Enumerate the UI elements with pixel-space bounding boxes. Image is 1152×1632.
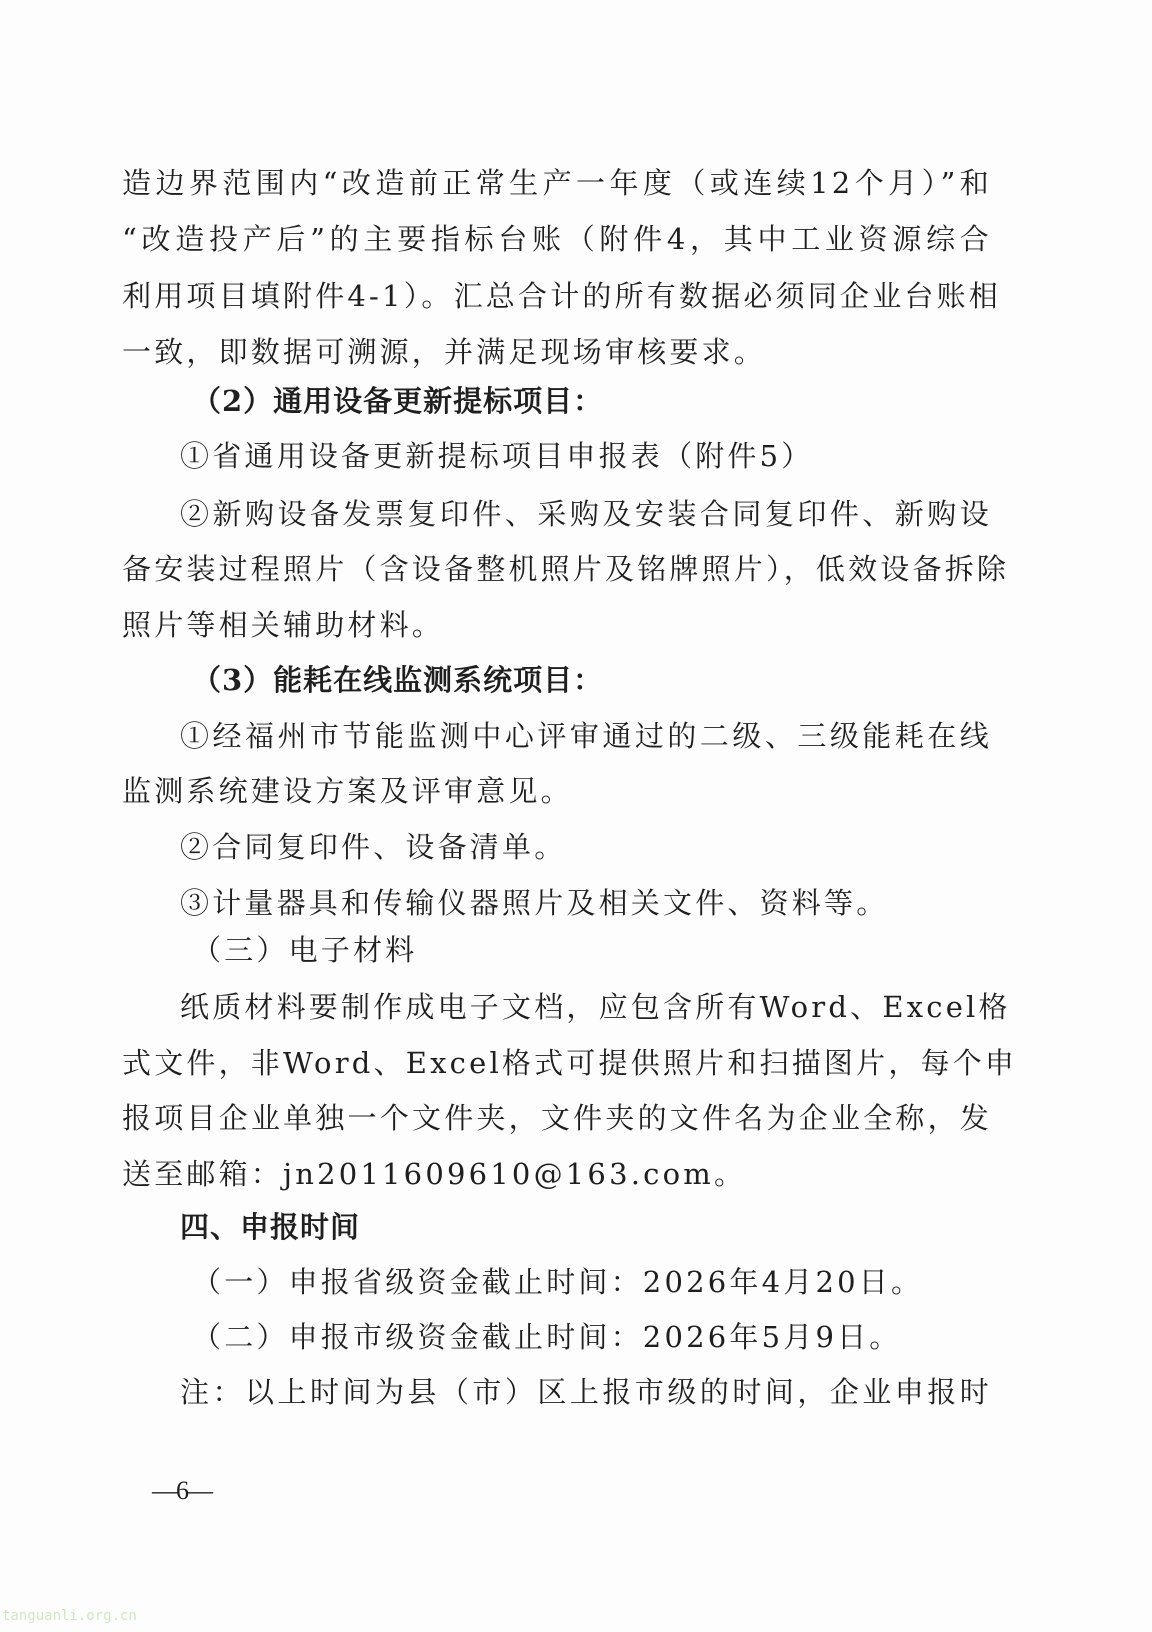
body-text-line: 利用项目填附件4-1）。汇总合计的所有数据必须同企业台账相 [122,279,1002,313]
page-number: —6— [152,1476,211,1505]
list-item: ①省通用设备更新提标项目申报表（附件5） [180,439,814,473]
subheading-energy-monitoring: （3）能耗在线监测系统项目： [192,663,604,697]
body-text-line: 一致，即数据可溯源，并满足现场审核要求。 [122,335,767,369]
body-text-line: 报项目企业单独一个文件夹，文件夹的文件名为企业全称，发 [122,1101,992,1135]
subheading-general-equipment: （2）通用设备更新提标项目： [192,384,604,418]
note-line: 注：以上时间为县（市）区上报市级的时间，企业申报时 [180,1375,992,1409]
section-heading-electronic-materials: （三）电子材料 [192,933,418,967]
list-item: ②合同复印件、设备清单。 [180,830,567,864]
list-item: ②新购设备发票复印件、采购及安装合同复印件、新购设 [180,497,992,531]
body-text-line: 监测系统建设方案及评审意见。 [122,774,573,808]
section-heading-submission-time: 四、申报时间 [180,1210,361,1244]
body-text-line: 式文件，非Word、Excel格式可提供照片和扫描图片，每个申 [122,1046,1018,1080]
list-item: ③计量器具和传输仪器照片及相关文件、资料等。 [180,886,889,920]
deadline-provincial: （一）申报省级资金截止时间：2026年4月20日。 [192,1265,924,1299]
deadline-municipal: （二）申报市级资金截止时间：2026年5月9日。 [192,1320,902,1354]
email-line: 送至邮箱：jn2011609610@163.com。 [122,1157,747,1191]
body-text-line: 照片等相关辅助材料。 [122,608,445,642]
body-text-line: 备安装过程照片（含设备整机照片及铭牌照片），低效设备拆除 [122,552,1010,586]
watermark: tanguanli.org.cn [2,1608,137,1624]
list-item: ①经福州市节能监测中心评审通过的二级、三级能耗在线 [180,719,992,753]
body-text-line: 造边界范围内“改造前正常生产一年度（或连续12个月）”和 [122,166,992,200]
body-text-line: “改造投产后”的主要指标台账（附件4，其中工业资源综合 [122,222,992,256]
body-text-line: 纸质材料要制作成电子文档，应包含所有Word、Excel格 [180,990,1011,1024]
